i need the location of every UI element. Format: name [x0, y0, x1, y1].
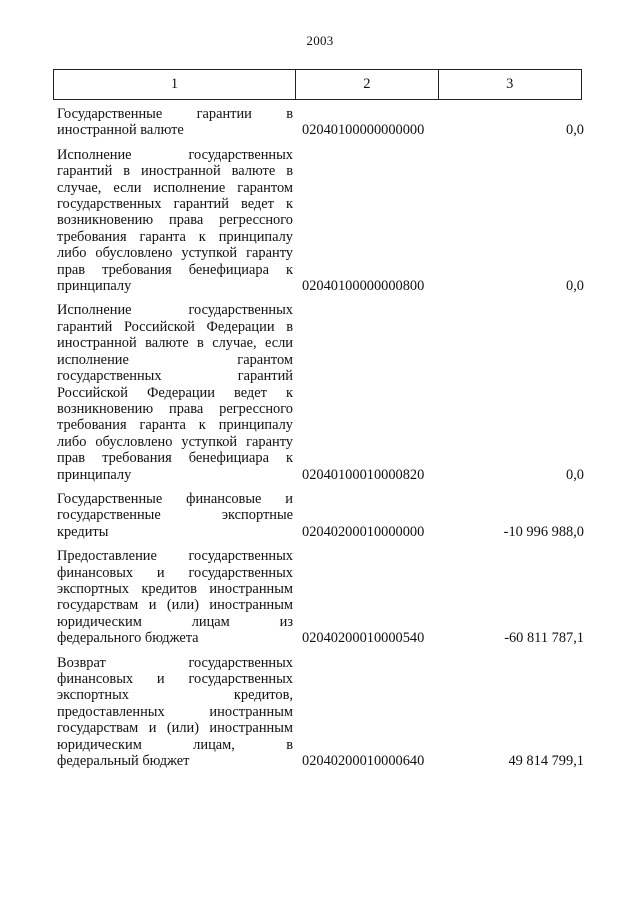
description-line: либо обусловлено уступкой гаранту — [57, 245, 293, 262]
row-code: 02040100000000800 — [302, 278, 425, 295]
description-line: требования гаранта к принципалу — [57, 228, 293, 245]
description-line: финансовых и государственных — [57, 671, 293, 687]
description-line: иностранной валюте — [57, 122, 184, 139]
page-number: 2003 — [306, 33, 334, 48]
table-row — [57, 302, 584, 482]
description-line: экспортных кредитов, — [57, 687, 293, 704]
description-line: федеральный бюджет — [57, 753, 190, 770]
description-line: финансовых и государственных — [57, 564, 293, 581]
row-amount: -60 811 787,1 — [504, 630, 584, 647]
row-amount: 49 814 799,1 — [508, 753, 584, 770]
description-line: экспортных кредитов иностранным — [57, 580, 293, 597]
description-line: государствам и (или) иностранным — [57, 720, 293, 737]
description-line: прав требования бенефициара к — [57, 261, 293, 278]
table-column-header — [53, 69, 582, 100]
table-row — [57, 106, 584, 139]
description-line: случае, если исполнение гарантом — [57, 179, 293, 196]
row-description — [57, 655, 293, 770]
description-line: гарантий в иностранной валюте в — [57, 163, 293, 180]
description-line: прав требования бенефициара к — [57, 450, 293, 467]
description-line: государствам и (или) иностранным — [57, 597, 293, 614]
table-body — [57, 106, 584, 777]
description-line: Исполнение государственных — [57, 146, 293, 163]
description-line: государственных гарантий ведет к — [57, 196, 293, 213]
row-amount: 0,0 — [566, 122, 584, 139]
description-line: возникновению права регрессного — [57, 400, 293, 417]
row-code: 02040200010000640 — [302, 753, 425, 770]
description-line: юридическим лицам из — [57, 613, 293, 630]
description-line: принципалу — [57, 278, 132, 295]
description-line: федерального бюджета — [57, 630, 199, 647]
description-line: Исполнение государственных — [57, 302, 293, 319]
description-line: требования гаранта к принципалу — [57, 417, 293, 434]
table-row — [57, 655, 584, 770]
row-code: 02040100010000820 — [302, 466, 425, 483]
column-header-3: 3 — [506, 76, 514, 92]
description-line: Российской Федерации ведет к — [57, 384, 293, 401]
row-description — [57, 302, 293, 482]
description-line: принципалу — [57, 466, 132, 483]
column-header-2: 2 — [296, 70, 438, 99]
description-line: юридическим лицам, в — [57, 736, 293, 753]
description-line: государственные экспортные — [57, 507, 293, 524]
description-line: либо обусловлено уступкой гаранту — [57, 433, 293, 450]
description-line: возникновению права регрессного — [57, 212, 293, 229]
row-code: 02040100000000000 — [302, 122, 425, 139]
table-row — [57, 491, 584, 540]
description-line: гарантий Российской Федерации в — [57, 318, 293, 335]
row-amount: 0,0 — [566, 278, 584, 295]
column-header-1: 1 — [54, 70, 296, 99]
row-amount: 0,0 — [566, 466, 584, 483]
description-line: государственных гарантий — [57, 368, 293, 385]
description-line: исполнение гарантом — [57, 351, 293, 368]
row-description — [57, 548, 293, 646]
row-description — [57, 491, 293, 540]
table-row — [57, 548, 584, 646]
description-line: Предоставление государственных — [57, 548, 293, 565]
description-line: Государственные гарантии в — [57, 106, 293, 122]
row-code: 02040200010000000 — [302, 523, 425, 540]
row-code: 02040200010000540 — [302, 630, 425, 647]
description-line: предоставленных иностранным — [57, 703, 293, 720]
description-line: кредиты — [57, 523, 109, 540]
row-description — [57, 106, 293, 139]
description-line: иностранной валюте в случае, если — [57, 335, 293, 352]
row-amount: -10 996 988,0 — [503, 523, 584, 540]
table-row — [57, 147, 584, 295]
row-description — [57, 147, 293, 295]
description-line: Возврат государственных — [57, 654, 293, 671]
description-line: Государственные финансовые и — [57, 490, 293, 507]
